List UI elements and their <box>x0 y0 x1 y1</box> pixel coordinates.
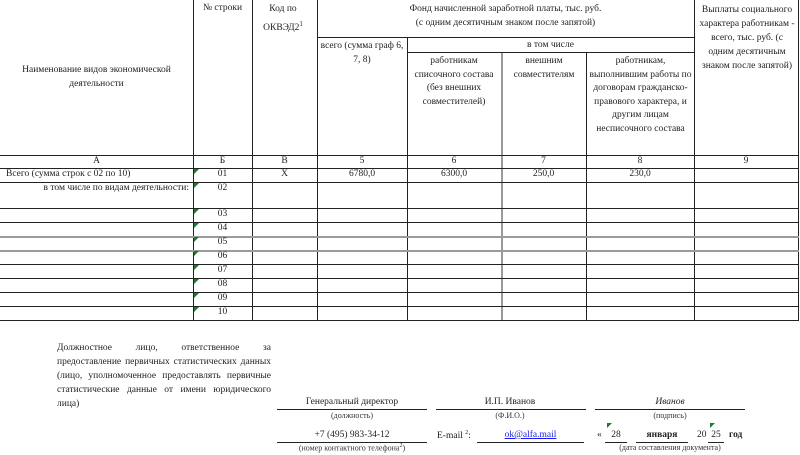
grid-line <box>0 264 799 265</box>
row-number: 09 <box>217 293 228 303</box>
email-footnote: 2 <box>465 430 469 436</box>
signature-label: (подпись) <box>653 411 687 420</box>
cell-comment-marker-icon <box>194 209 199 214</box>
cell-comment-marker-icon <box>194 279 199 284</box>
column-letter: 6 <box>451 156 457 166</box>
fio-label: (Ф.И.О.) <box>495 411 525 420</box>
header-row-number: № строки <box>202 3 243 13</box>
row-number: 04 <box>217 223 228 233</box>
cell-comment-marker-icon <box>194 251 199 256</box>
responsible-person-text: Должностное лицо, ответственное за предоставление первичных статистических данных (лицо, уполномоченное предоставлять первичные статистические данные от имени юридического лица) <box>57 343 271 409</box>
row-cell[interactable]: 250,0 <box>532 169 555 179</box>
fund-title: Фонд начисленной заработной платы, тыс. руб. <box>409 4 602 14</box>
position-label: (должность) <box>331 411 373 420</box>
column-letter: В <box>281 156 288 166</box>
row-name: Всего (сумма строк с 02 по 10) <box>6 169 131 179</box>
date-year-prefix: 20 <box>697 430 707 440</box>
cell-comment-marker-icon <box>194 293 199 298</box>
row-number: 01 <box>217 169 228 179</box>
row-number: 07 <box>217 265 228 275</box>
header-col9: Выплаты социального характера работникам - всего, тыс. руб. (с одним десятичным знаком после запятой) <box>699 5 795 71</box>
row-number: 10 <box>217 307 228 317</box>
header-col7: внешним совместителям <box>513 56 575 80</box>
grid-line <box>0 236 799 238</box>
row-number: 02 <box>217 183 228 193</box>
grid-line <box>0 208 799 209</box>
signature-value[interactable]: Иванов <box>655 397 685 407</box>
column-letter: А <box>93 156 100 166</box>
date-year-suffix: год <box>729 430 743 440</box>
fund-subtitle: (с одним десятичным знаком после запятой) <box>415 18 596 28</box>
grid-line <box>798 0 799 321</box>
grid-line <box>0 222 799 223</box>
grid-line <box>0 250 799 252</box>
header-col6: работникам списочного состава (без внешних совместителей) <box>414 56 494 107</box>
row-number: 05 <box>217 237 228 247</box>
column-letter: 8 <box>637 156 643 166</box>
cell-comment-marker-icon <box>194 183 199 188</box>
row-cell[interactable]: 6780,0 <box>348 169 376 179</box>
cell-comment-marker-icon <box>194 265 199 270</box>
grid-line <box>0 292 799 293</box>
column-letter: 5 <box>359 156 365 166</box>
column-letter: 7 <box>541 156 546 166</box>
signature-underline <box>595 409 745 410</box>
row-number: 06 <box>217 251 228 261</box>
position-value[interactable]: Генеральный директор <box>305 397 399 407</box>
email-label: E-mail $^2$: <box>437 430 471 442</box>
position-underline <box>277 409 427 410</box>
email-link[interactable]: ok@alfa.mail <box>504 430 557 440</box>
cell-comment-marker-icon <box>194 307 199 312</box>
row-number: 03 <box>217 209 228 219</box>
date-month[interactable]: января <box>646 430 678 440</box>
header-name-column: Наименование видов экономической деятельности <box>22 65 171 89</box>
column-letter: Б <box>219 156 226 166</box>
header-col8: работникам, выполнившим работы по договорам гражданско-правового характера, и другим лицам несписочного состава <box>589 56 692 134</box>
header-including: в том числе <box>527 40 574 50</box>
email-underline <box>477 442 584 443</box>
row-cell[interactable]: X <box>281 169 288 179</box>
cell-comment-marker-icon <box>194 169 199 174</box>
row-cell[interactable]: 230,0 <box>629 169 651 179</box>
date-open-quote: « <box>597 430 602 440</box>
phone-footnote: 2 <box>399 443 403 449</box>
row-cell[interactable]: 6300,0 <box>440 169 468 179</box>
column-letter: 9 <box>743 156 749 166</box>
header-total: всего (сумма граф 6, 7, 8) <box>320 41 404 65</box>
date-year[interactable]: 25 <box>711 430 721 440</box>
grid-line <box>0 306 799 307</box>
email-label-text: E-mail <box>437 431 463 442</box>
row-name: в том числе по видам деятельности: <box>43 183 189 193</box>
cell-comment-marker-icon <box>607 423 612 428</box>
grid-line <box>501 52 503 321</box>
cell-comment-marker-icon <box>194 223 199 228</box>
header-fund-title <box>317 2 694 30</box>
okved-footnote: 1 <box>299 20 303 28</box>
fio-value[interactable]: И.П. Иванов <box>484 397 536 407</box>
phone-label: (номер контактного телефона$^2$) <box>298 443 406 453</box>
date-label: (дата составления документа) <box>619 443 721 452</box>
grid-line <box>0 320 799 321</box>
date-day[interactable]: 28 <box>611 430 621 440</box>
cell-comment-marker-icon <box>710 423 715 428</box>
phone-label-text: (номер контактного телефона <box>298 443 400 453</box>
cell-comment-marker-icon <box>194 237 199 242</box>
row-number: 08 <box>217 279 228 289</box>
fio-underline <box>436 409 586 410</box>
email-value[interactable] <box>477 430 584 440</box>
grid-line <box>0 278 799 279</box>
okved-label: Код по ОКВЭД2 <box>263 4 300 34</box>
header-okved <box>258 2 308 36</box>
phone-value[interactable]: +7 (495) 983-34-12 <box>314 430 390 440</box>
grid-line <box>317 37 694 38</box>
